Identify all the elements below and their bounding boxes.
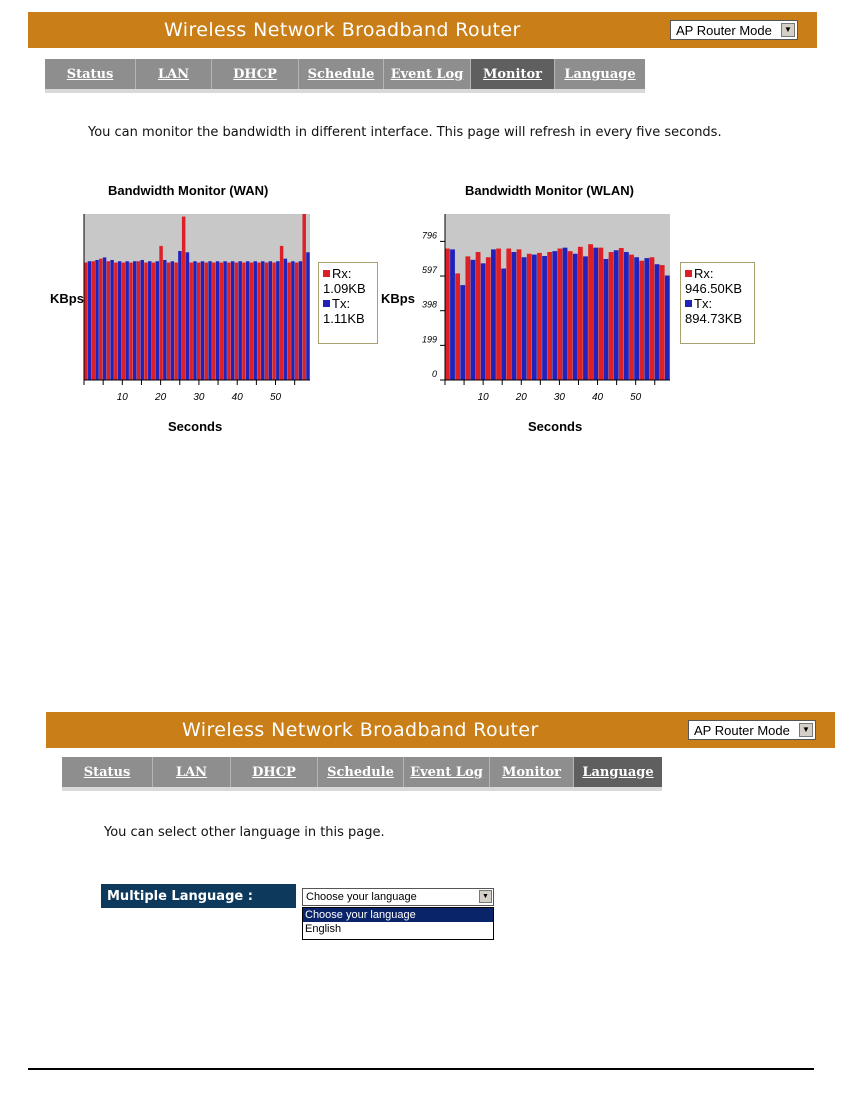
tx-bar bbox=[299, 261, 302, 380]
wlan-y-axis-label: KBps bbox=[381, 291, 415, 306]
tx-bar bbox=[481, 263, 486, 380]
tx-color-swatch bbox=[323, 300, 330, 307]
tx-bar bbox=[471, 260, 476, 380]
rx-bar bbox=[144, 263, 147, 380]
rx-bar bbox=[486, 257, 491, 380]
wlan-legend-tx-value: 894.73KB bbox=[685, 311, 743, 326]
rx-bar bbox=[588, 244, 593, 380]
rx-bar bbox=[242, 263, 245, 380]
tx-bar bbox=[624, 252, 629, 380]
wan-legend-tx: Tx: bbox=[323, 296, 373, 311]
wlan-x-axis-label: Seconds bbox=[528, 419, 583, 434]
tx-bar bbox=[95, 260, 98, 380]
rx-bar bbox=[568, 251, 573, 380]
tx-bar bbox=[88, 261, 91, 380]
tx-bar bbox=[238, 261, 241, 380]
rx-bar bbox=[455, 273, 460, 380]
rx-bar bbox=[465, 256, 470, 380]
wan-x-axis-label: Seconds bbox=[168, 419, 223, 434]
language-intro-text: You can select other language in this page. bbox=[104, 825, 385, 840]
tx-bar bbox=[208, 261, 211, 380]
rx-bar bbox=[598, 248, 603, 380]
rx-color-swatch bbox=[685, 270, 692, 277]
page-divider bbox=[28, 1068, 814, 1070]
rx-bar bbox=[650, 257, 655, 380]
nav-bar-2 bbox=[62, 757, 662, 791]
tab-monitor[interactable]: Monitor bbox=[490, 757, 574, 787]
rx-bar bbox=[159, 246, 162, 380]
language-select-value: Choose your language ▼ bbox=[303, 889, 493, 905]
tx-bar bbox=[522, 257, 527, 380]
x-tick-label: 30 bbox=[553, 392, 565, 403]
rx-bar bbox=[265, 263, 268, 380]
x-tick-label: 40 bbox=[591, 392, 604, 403]
tx-bar bbox=[276, 261, 279, 380]
tx-bar bbox=[178, 251, 181, 380]
tx-bar bbox=[163, 260, 166, 380]
wan-legend-tx-value: 1.11KB bbox=[323, 311, 365, 326]
header-banner bbox=[28, 12, 817, 48]
tx-bar bbox=[532, 255, 537, 380]
tx-bar bbox=[148, 261, 151, 380]
tx-bar bbox=[171, 261, 174, 380]
tx-bar bbox=[156, 261, 159, 380]
x-tick-label: 30 bbox=[193, 392, 205, 403]
tx-bar bbox=[103, 257, 106, 380]
rx-bar bbox=[609, 252, 614, 380]
y-tick-label: 199 bbox=[421, 334, 437, 345]
tx-bar bbox=[201, 261, 204, 380]
rx-bar bbox=[174, 263, 177, 380]
rx-bar bbox=[220, 263, 223, 380]
multiple-language-label: Multiple Language : bbox=[101, 884, 296, 908]
monitor-intro-text: You can monitor the bandwidth in different interface. This page will refresh in every five seconds. bbox=[88, 125, 722, 140]
chevron-down-icon[interactable]: ▼ bbox=[479, 890, 492, 903]
tx-bar bbox=[110, 260, 113, 380]
tab-schedule[interactable]: Schedule bbox=[318, 757, 404, 787]
tab-schedule[interactable]: Schedule bbox=[299, 59, 384, 89]
rx-color-swatch bbox=[323, 270, 330, 277]
rx-bar bbox=[129, 263, 132, 380]
y-tick-label: 597 bbox=[421, 265, 437, 276]
wlan-chart-title: Bandwidth Monitor (WLAN) bbox=[465, 183, 634, 198]
tx-bar bbox=[223, 261, 226, 380]
tx-bar bbox=[133, 261, 136, 380]
tx-bar bbox=[261, 261, 264, 380]
rx-bar bbox=[122, 263, 125, 380]
rx-bar bbox=[506, 249, 511, 380]
tab-event-log[interactable]: Event Log bbox=[404, 757, 490, 787]
rx-bar bbox=[272, 263, 275, 380]
rx-bar bbox=[92, 261, 95, 380]
tab-dhcp[interactable]: DHCP bbox=[231, 757, 318, 787]
chevron-down-icon[interactable]: ▼ bbox=[799, 723, 813, 737]
mode-select-value-2: AP Router Mode bbox=[694, 722, 790, 738]
tx-bar bbox=[193, 261, 196, 380]
rx-bar bbox=[205, 263, 208, 380]
rx-bar bbox=[302, 214, 305, 380]
tx-bar bbox=[511, 252, 516, 380]
tx-bar bbox=[269, 261, 272, 380]
wan-chart-title: Bandwidth Monitor (WAN) bbox=[108, 183, 269, 198]
language-option[interactable]: English bbox=[305, 923, 342, 935]
x-tick-label: 10 bbox=[477, 392, 489, 403]
tab-event-log[interactable]: Event Log bbox=[384, 59, 471, 89]
rx-bar bbox=[527, 254, 532, 380]
tx-bar bbox=[254, 261, 257, 380]
wlan-legend-tx: Tx: bbox=[685, 296, 750, 311]
tx-bar bbox=[573, 254, 578, 380]
wan-legend bbox=[318, 262, 378, 344]
language-option[interactable]: Choose your language bbox=[303, 908, 493, 922]
rx-bar bbox=[619, 248, 624, 380]
tx-bar bbox=[141, 260, 144, 380]
rx-bar bbox=[496, 249, 501, 380]
rx-bar bbox=[212, 263, 215, 380]
tx-bar bbox=[306, 252, 309, 380]
rx-bar bbox=[558, 249, 563, 380]
wan-bandwidth-chart bbox=[80, 210, 320, 415]
wan-legend-rx: Rx: bbox=[323, 266, 373, 281]
x-tick-label: 20 bbox=[515, 392, 527, 403]
rx-bar bbox=[287, 263, 290, 380]
tx-bar bbox=[583, 256, 588, 380]
rx-bar bbox=[107, 261, 110, 380]
rx-bar bbox=[295, 263, 298, 380]
tx-bar bbox=[614, 250, 619, 380]
tab-status[interactable]: Status bbox=[62, 757, 153, 787]
x-tick-label: 50 bbox=[630, 392, 642, 403]
rx-bar bbox=[137, 261, 140, 380]
rx-bar bbox=[235, 263, 238, 380]
wlan-legend-rx-value: 946.50KB bbox=[685, 281, 743, 296]
rx-bar bbox=[189, 263, 192, 380]
x-tick-label: 10 bbox=[116, 392, 128, 403]
tx-bar bbox=[604, 259, 609, 380]
rx-bar bbox=[84, 263, 87, 380]
x-tick-label: 20 bbox=[155, 392, 167, 403]
rx-bar bbox=[114, 263, 117, 380]
rx-bar bbox=[578, 247, 583, 380]
tx-bar bbox=[644, 258, 649, 380]
tab-dhcp[interactable]: DHCP bbox=[212, 59, 299, 89]
rx-bar bbox=[476, 252, 481, 380]
tx-bar bbox=[231, 261, 234, 380]
tx-bar bbox=[125, 261, 128, 380]
wlan-legend bbox=[680, 262, 755, 344]
app-title-2: Wireless Network Broadband Router bbox=[182, 719, 539, 741]
rx-bar bbox=[152, 263, 155, 380]
rx-bar bbox=[547, 252, 552, 380]
rx-bar bbox=[537, 253, 542, 380]
x-tick-label: 40 bbox=[231, 392, 243, 403]
tx-bar bbox=[552, 251, 557, 380]
rx-bar bbox=[639, 261, 644, 380]
tx-bar bbox=[634, 257, 639, 380]
rx-bar bbox=[660, 265, 665, 380]
nav-bar bbox=[45, 59, 645, 93]
tx-bar bbox=[665, 276, 670, 380]
tx-bar bbox=[284, 259, 287, 380]
x-tick-label: 50 bbox=[269, 392, 282, 403]
rx-bar bbox=[629, 255, 634, 380]
tab-monitor[interactable]: Monitor bbox=[471, 59, 555, 89]
rx-bar bbox=[445, 249, 450, 380]
mode-select-value: AP Router Mode bbox=[676, 22, 772, 38]
tx-bar bbox=[450, 249, 455, 380]
wan-y-axis-label: KBps bbox=[50, 291, 84, 306]
tab-lan[interactable]: LAN bbox=[153, 757, 231, 787]
rx-bar bbox=[227, 263, 230, 380]
tx-bar bbox=[593, 248, 598, 380]
tx-bar bbox=[216, 261, 219, 380]
tab-lan[interactable]: LAN bbox=[136, 59, 212, 89]
y-tick-label: 796 bbox=[421, 230, 437, 241]
tx-bar bbox=[118, 261, 121, 380]
mode-select-2[interactable] bbox=[688, 720, 816, 740]
tx-bar bbox=[542, 256, 547, 380]
chevron-down-icon[interactable]: ▼ bbox=[781, 23, 795, 37]
mode-select[interactable] bbox=[670, 20, 798, 40]
wlan-legend-rx: Rx: bbox=[685, 266, 750, 281]
tx-bar bbox=[246, 261, 249, 380]
rx-bar bbox=[167, 263, 170, 380]
language-select[interactable] bbox=[302, 888, 494, 906]
rx-bar bbox=[99, 259, 102, 380]
tab-language[interactable]: Language bbox=[564, 66, 636, 82]
tx-color-swatch bbox=[685, 300, 692, 307]
tx-bar bbox=[291, 261, 294, 380]
rx-bar bbox=[280, 246, 283, 380]
tx-bar bbox=[186, 252, 189, 380]
rx-bar bbox=[517, 249, 522, 380]
rx-bar bbox=[250, 263, 253, 380]
wlan-bandwidth-chart bbox=[410, 210, 680, 415]
rx-bar bbox=[197, 263, 200, 380]
tx-bar bbox=[491, 249, 496, 380]
tab-language[interactable]: Language bbox=[574, 757, 662, 787]
tx-bar bbox=[655, 264, 660, 380]
y-tick-label: 0 bbox=[431, 369, 437, 379]
tab-status[interactable]: Status bbox=[45, 59, 136, 89]
rx-bar bbox=[257, 263, 260, 380]
app-title: Wireless Network Broadband Router bbox=[164, 19, 521, 41]
tx-bar bbox=[563, 248, 568, 380]
language-dropdown-list bbox=[302, 907, 494, 940]
wan-legend-rx-value: 1.09KB bbox=[323, 281, 366, 296]
y-tick-label: 398 bbox=[421, 299, 437, 310]
header-banner-2 bbox=[46, 712, 835, 748]
tx-bar bbox=[501, 269, 506, 380]
rx-bar bbox=[182, 217, 185, 380]
tx-bar bbox=[460, 285, 465, 380]
